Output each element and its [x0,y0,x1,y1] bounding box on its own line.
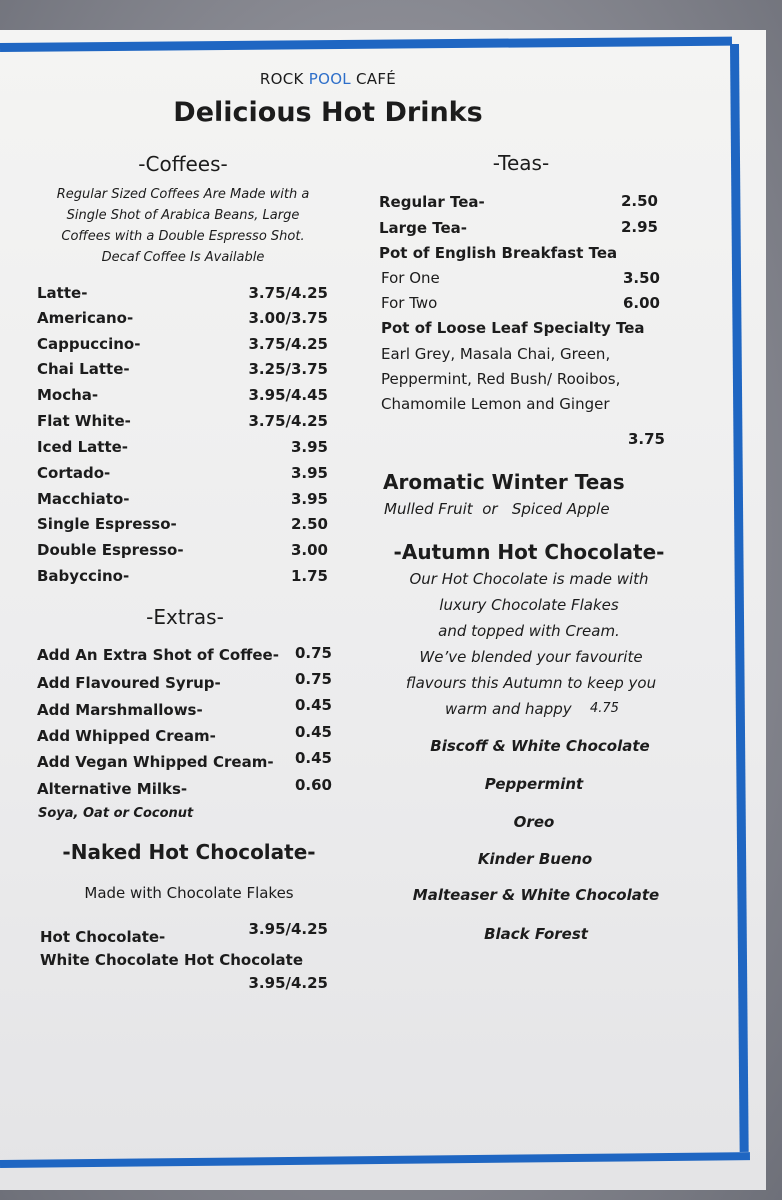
menu-item-price: 6.00 [622,294,660,312]
menu-item-name: Regular Tea- [379,193,485,211]
menu-item-price: 3.75/4.25 [248,335,328,353]
autumn-price: 4.75 [590,701,619,716]
menu-item-name: Add Whipped Cream- [37,727,216,745]
menu-item-name: Large Tea- [379,219,467,237]
menu-item-price: 3.75/4.25 [248,284,328,302]
loose-leaf-line: Earl Grey, Masala Chai, Green, [381,345,611,363]
loose-leaf-line: Peppermint, Red Bush/ Rooibos, [381,370,621,388]
autumn-desc: Our Hot Chocolate is made with [409,570,649,588]
autumn-desc: warm and happy [445,700,572,718]
menu-item-name: Flat White- [37,412,131,430]
menu-item-name: Add Vegan Whipped Cream- [37,753,274,771]
menu-item-price: 2.50 [290,515,328,533]
extras-heading: -Extras- [146,605,224,629]
menu-item-price: 0.45 [294,723,332,741]
coffees-heading: -Coffees- [138,152,228,176]
naked-hot-chocolate-heading: -Naked Hot Chocolate- [62,840,316,864]
menu-item-price: 3.95/4.25 [248,974,328,992]
loose-leaf-price: 3.75 [627,430,665,448]
menu-item-price: 3.95 [290,490,328,508]
pot-loose-leaf: Pot of Loose Leaf Specialty Tea [381,319,645,337]
autumn-desc: luxury Chocolate Flakes [439,596,619,614]
winter-teas-heading: Aromatic Winter Teas [383,470,625,494]
menu-item-price: 3.95/4.25 [248,920,328,938]
winter-teas-options: Mulled Fruit or Spiced Apple [384,500,610,518]
flavour-item: Oreo [513,813,555,831]
menu-item-name: Single Espresso- [37,515,177,533]
menu-item-name: For Two [381,294,438,312]
teas-heading: -Teas- [492,151,550,175]
menu-item-name: Chai Latte- [37,360,130,378]
menu-item-price: 3.50 [622,269,660,287]
loose-leaf-line: Chamomile Lemon and Ginger [381,395,610,413]
menu-item-price: 3.95/4.45 [248,386,328,404]
menu-item-price: 2.50 [620,192,658,210]
menu-item-name: Add Flavoured Syrup- [37,674,221,692]
naked-subtitle: Made with Chocolate Flakes [84,884,294,902]
pot-english-breakfast: Pot of English Breakfast Tea [379,244,618,262]
menu-item-price: 3.00/3.75 [248,309,328,327]
flavour-item: Kinder Bueno [477,850,593,868]
menu-item-name: Macchiato- [37,490,130,508]
autumn-hot-chocolate-heading: -Autumn Hot Chocolate- [393,540,665,564]
menu-item-price: 1.75 [290,567,328,585]
coffees-note: Regular Sized Coffees Are Made with a Single Shot of Arabica Beans, Large Coffees with a Double Espresso Shot. Decaf Coffee Is Available [56,187,310,265]
menu-item-price: 0.45 [294,749,332,767]
autumn-desc: and topped with Cream. [438,622,620,640]
brand-name: ROCK POOL CAFÉ [259,70,397,88]
menu-item-name: Cappuccino- [37,335,141,353]
menu-item-name: Americano- [37,309,134,327]
autumn-desc: flavours this Autumn to keep you [405,674,657,692]
menu-item-name: Double Espresso- [37,541,184,559]
menu-item-name: Add An Extra Shot of Coffee- [37,646,279,664]
menu-item-name: White Chocolate Hot Chocolate [40,951,303,969]
autumn-desc: We’ve blended your favourite [419,648,643,666]
menu-item-price: 3.75/4.25 [248,412,328,430]
menu-item-price: 0.75 [294,644,332,662]
menu-item-name: Add Marshmallows- [37,701,203,719]
menu-item-name: Cortado- [37,464,111,482]
menu-item-name: Hot Chocolate- [40,928,166,946]
menu-item-price: 0.45 [294,696,332,714]
menu-item-price: 3.95 [290,438,328,456]
menu-item-name: For One [381,269,440,287]
menu-item-price: 2.95 [620,218,658,236]
menu-item-name: Latte- [37,284,88,302]
menu-item-price: 3.25/3.75 [248,360,328,378]
flavour-item: Malteaser & White Chocolate [412,886,660,904]
menu-item-name: Babyccino- [37,567,130,585]
menu-item-name: Mocha- [37,386,99,404]
menu-item-price: 0.60 [294,776,332,794]
menu-item-name: Iced Latte- [37,438,129,456]
page-title: Delicious Hot Drinks [173,97,483,128]
milks-note: Soya, Oat or Coconut [38,806,194,821]
flavour-item: Black Forest [484,925,588,943]
menu-item-price: 3.95 [290,464,328,482]
menu-item-price: 3.00 [290,541,328,559]
flavour-item: Biscoff & White Chocolate [430,737,650,755]
menu-item-price: 0.75 [294,670,332,688]
menu-item-name: Alternative Milks- [37,780,188,798]
flavour-item: Peppermint [484,775,584,793]
